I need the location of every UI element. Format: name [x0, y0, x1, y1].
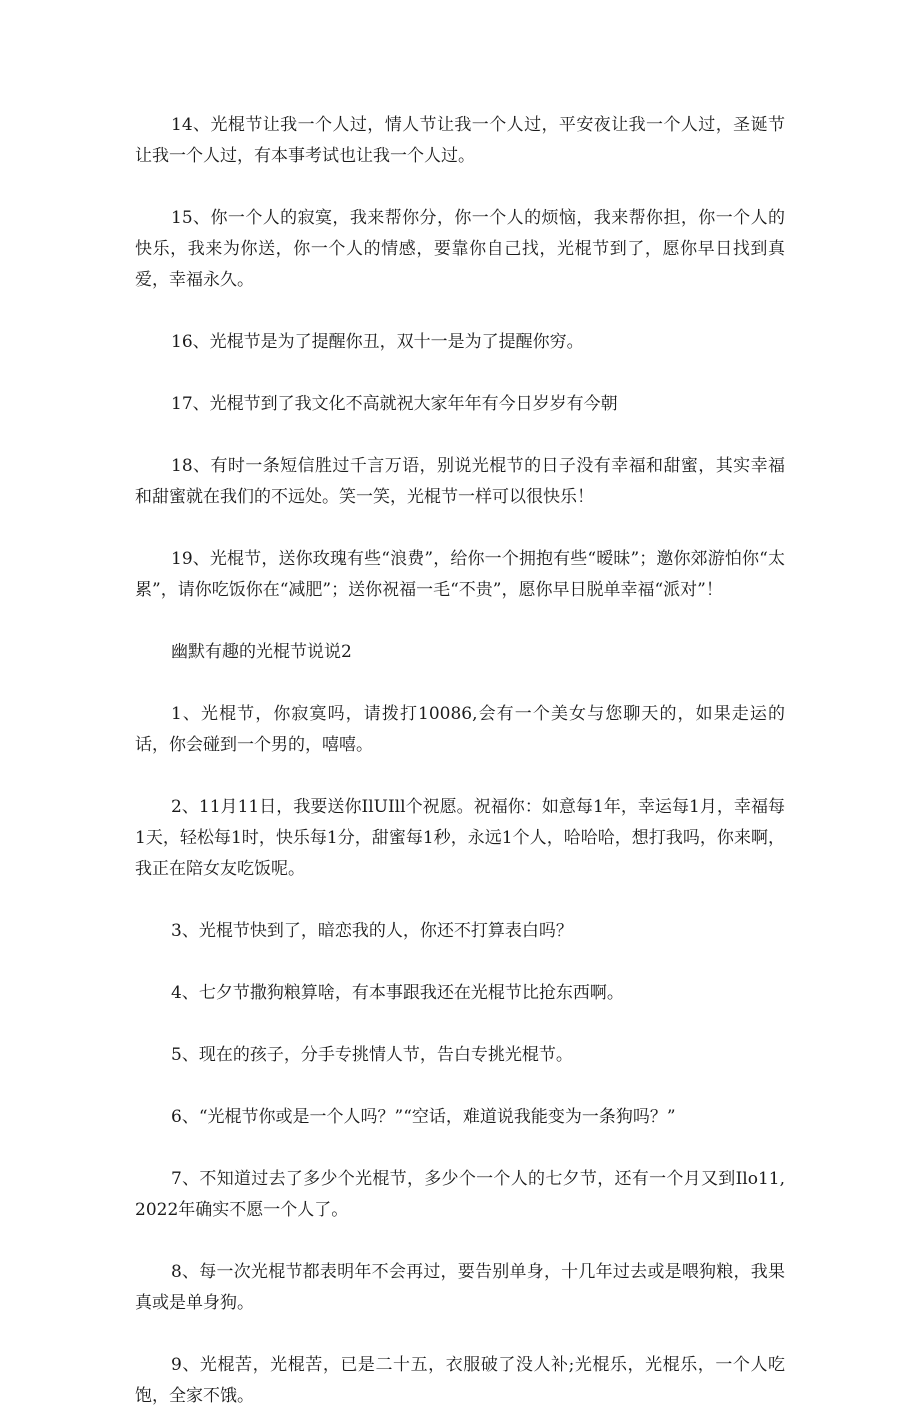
paragraph-2: 2、11月11日，我要送你IlUIll个祝愿。祝福你：如意每1年，幸运每1月，幸福每1天，轻松每1时，快乐每1分，甜蜜每1秒，永远1个人，哈哈哈，想打我吗，你来啊，我正在陪女友吃饭呢。 — [135, 797, 785, 879]
paragraph-16: 16、光棍节是为了提醒你丑，双十一是为了提醒你穷。 — [171, 332, 584, 352]
paragraph-4: 4、七夕节撒狗粮算啥，有本事跟我还在光棍节比抢东西啊。 — [171, 983, 624, 1003]
paragraph-15: 15、你一个人的寂寞，我来帮你分，你一个人的烦恼，我来帮你担，你一个人的快乐，我来为你送，你一个人的情感，要靠你自己找，光棍节到了，愿你早日找到真爱，幸福永久。 — [135, 208, 785, 290]
section-heading: 幽默有趣的光棍节说说2 — [171, 642, 352, 662]
paragraph-14: 14、光棍节让我一个人过，情人节让我一个人过，平安夜让我一个人过，圣诞节让我一个人过，有本事考试也让我一个人过。 — [135, 115, 785, 166]
paragraph-18: 18、有时一条短信胜过千言万语，别说光棍节的日子没有幸福和甜蜜，其实幸福和甜蜜就在我们的不远处。笑一笑，光棍节一样可以很快乐！ — [135, 456, 785, 507]
paragraph-9: 9、光棍苦，光棍苦，已是二十五，衣服破了没人补;光棍乐，光棍乐，一个人吃饱，全家不饿。 — [135, 1355, 785, 1406]
paragraph-3: 3、光棍节快到了，暗恋我的人，你还不打算表白吗？ — [171, 921, 573, 941]
paragraph-7: 7、不知道过去了多少个光棍节，多少个一个人的七夕节，还有一个月又到Ilo11,2022年确实不愿一个人了。 — [135, 1169, 785, 1220]
paragraph-6: 6、“光棍节你或是一个人吗？”“空话，难道说我能变为一条狗吗？” — [171, 1107, 676, 1127]
paragraph-8: 8、每一次光棍节都表明年不会再过，要告别单身，十几年过去或是喂狗粮，我果真或是单身狗。 — [135, 1262, 785, 1313]
paragraph-17: 17、光棍节到了我文化不高就祝大家年年有今日岁岁有今朝 — [171, 394, 618, 414]
paragraph-1: 1、光棍节，你寂寞吗，请拨打10086,会有一个美女与您聊天的，如果走运的话，你会碰到一个男的，嘻嘻。 — [135, 704, 785, 755]
paragraph-5: 5、现在的孩子，分手专挑情人节，告白专挑光棍节。 — [171, 1045, 573, 1065]
paragraph-19: 19、光棍节，送你玫瑰有些“浪费”，给你一个拥抱有些“暧昧”；邀你郊游怕你“太累”，请你吃饭你在“减肥”；送你祝福一毛“不贵”，愿你早日脱单幸福“派对”！ — [135, 549, 785, 600]
